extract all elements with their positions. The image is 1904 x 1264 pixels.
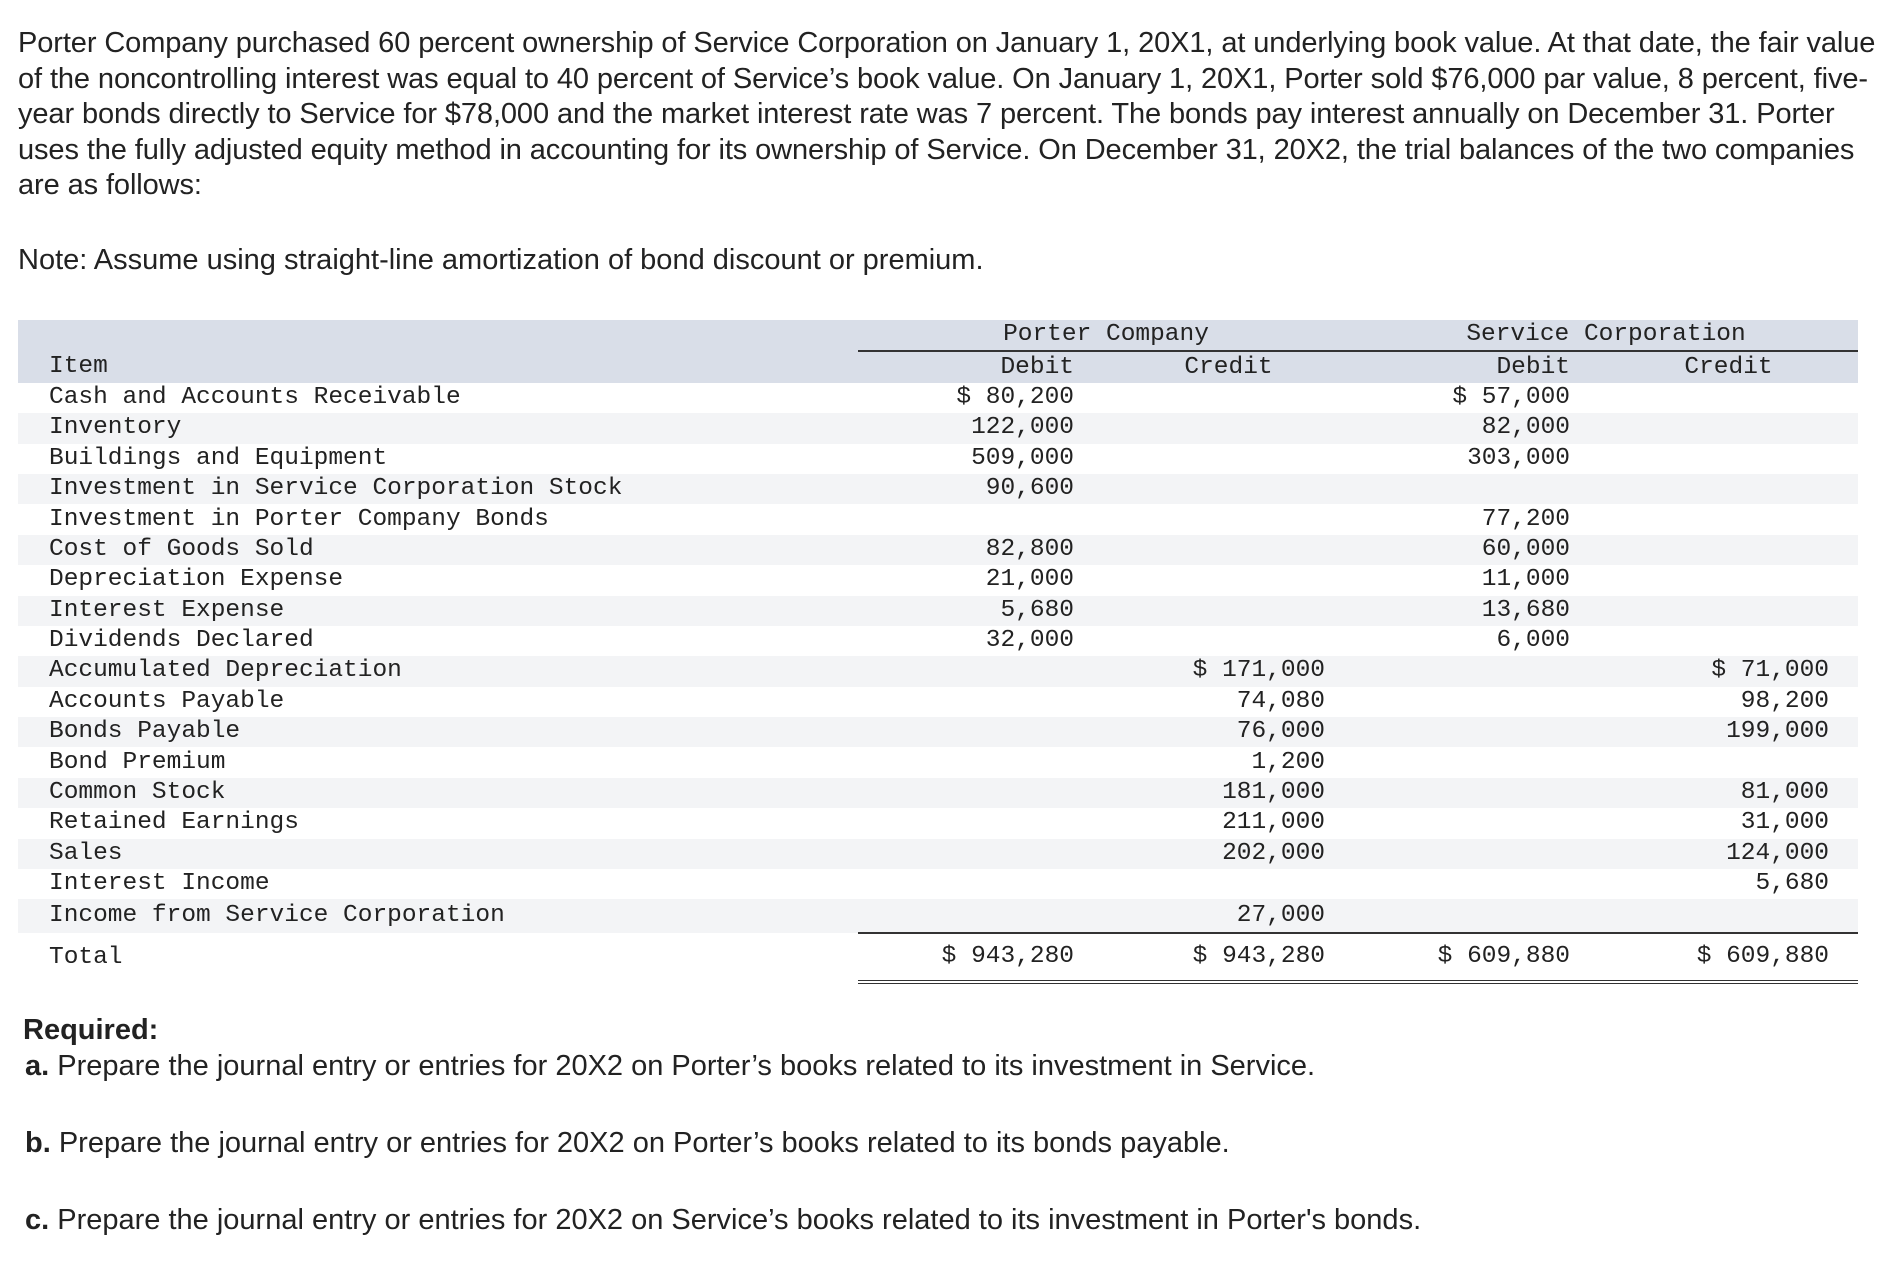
required-letter: b. (25, 1127, 51, 1159)
service-credit: 199,000 (1599, 717, 1858, 747)
service-debit (1354, 778, 1599, 808)
total-service-debit: $ 609,880 (1354, 933, 1599, 982)
row-item: Accounts Payable (49, 687, 285, 715)
service-debit (1354, 747, 1599, 777)
row-item: Dividends Declared (49, 627, 314, 655)
table-row (18, 747, 1858, 777)
service-credit: 31,000 (1740, 809, 1830, 837)
total-porter-credit: $ 943,280 (1103, 933, 1354, 982)
table-row (18, 687, 1858, 717)
table-row (18, 596, 1858, 626)
porter-credit: 74,080 (1236, 687, 1325, 715)
column-header-item: Item (18, 351, 858, 382)
service-debit: 303,000 (1467, 444, 1570, 472)
service-debit: $ 57,000 (1452, 383, 1570, 411)
row-item: Inventory (18, 413, 858, 443)
problem-statement: Porter Company purchased 60 percent ownership of Service Corporation on January 1, 20X1, at underlying book value. At that date, the fair value of the noncontrolling interest was equal to 40 percent of Service’s book value. On January 1, 20X1, Porter sold $76,000 par value, 8 percent, five-year bonds directly to Service for $78,000 and the market interest rate was 7 percent. The bonds pay interest annually on December 31. Porter uses the fully adjusted equity method in accounting for its ownership of Service. On December 31, 20X2, the trial balances of the two companies are as follows: (18, 27, 1876, 201)
row-item: Interest Expense (18, 596, 858, 626)
porter-debit: 32,000 (985, 627, 1074, 655)
porter-credit (1103, 413, 1354, 443)
porter-credit: 211,000 (1222, 809, 1325, 837)
required-section (25, 1012, 1865, 1238)
service-credit: 81,000 (1599, 778, 1858, 808)
service-debit (1354, 474, 1599, 504)
required-title: Required: (23, 1014, 159, 1046)
service-debit: 11,000 (1481, 566, 1570, 594)
required-letter: a. (25, 1050, 50, 1082)
service-credit (1599, 626, 1858, 656)
row-item: Bonds Payable (18, 717, 858, 747)
trial-balance-table (18, 320, 1858, 984)
service-credit: 124,000 (1599, 839, 1858, 869)
group-header-porter: Porter Company (858, 320, 1354, 351)
table-row (18, 778, 1858, 808)
service-debit: 77,200 (1481, 505, 1570, 533)
service-debit: 6,000 (1496, 627, 1570, 655)
porter-credit (1103, 504, 1354, 534)
row-item: Income from Service Corporation (18, 899, 858, 933)
porter-debit: 5,680 (858, 596, 1103, 626)
required-text: Prepare the journal entry or entries for 20X2 on Porter’s books related to its bonds payable. (50, 1127, 1230, 1159)
porter-credit (1103, 869, 1354, 899)
porter-credit: 202,000 (1103, 839, 1354, 869)
service-debit: 82,000 (1354, 413, 1599, 443)
porter-debit: 21,000 (985, 566, 1074, 594)
service-credit: 98,200 (1740, 687, 1830, 715)
row-item: Investment in Porter Company Bonds (49, 505, 549, 533)
required-item-c (25, 1202, 1865, 1238)
required-text: Prepare the journal entry or entries for 20X2 on Service’s books related to its investment in Porter's bonds. (49, 1204, 1422, 1236)
porter-credit: 27,000 (1103, 899, 1354, 933)
group-header-spacer (18, 320, 858, 351)
table-row (18, 474, 1858, 504)
service-debit (1354, 869, 1599, 899)
table-row (18, 717, 1858, 747)
porter-debit: 122,000 (858, 413, 1103, 443)
row-item: Depreciation Expense (49, 566, 344, 594)
required-text: Prepare the journal entry or entries for 20X2 on Porter’s books related to its investment in Service. (49, 1050, 1316, 1082)
total-row (18, 933, 1858, 982)
total-label: Total (49, 943, 123, 971)
service-debit (1354, 808, 1599, 838)
service-debit (1354, 839, 1599, 869)
porter-debit (858, 656, 1103, 686)
porter-debit (858, 687, 1103, 717)
service-credit (1599, 565, 1858, 595)
table-row (18, 535, 1858, 565)
table-row (18, 626, 1858, 656)
porter-debit: 90,600 (858, 474, 1103, 504)
row-item: Buildings and Equipment (49, 444, 388, 472)
service-credit: 5,680 (1755, 870, 1830, 898)
service-debit (1354, 687, 1599, 717)
required-letter: c. (25, 1204, 50, 1236)
row-item: Sales (18, 839, 858, 869)
porter-credit (1103, 474, 1354, 504)
assumption-note: Note: Assume using straight-line amortization of bond discount or premium. (18, 244, 984, 276)
porter-credit: $ 171,000 (1103, 656, 1354, 686)
row-item: Common Stock (18, 778, 858, 808)
group-header-service: Service Corporation (1354, 320, 1858, 351)
required-item-b (25, 1125, 1865, 1161)
porter-credit (1103, 383, 1354, 413)
porter-debit (858, 869, 1103, 899)
service-credit (1599, 535, 1858, 565)
table-row (18, 413, 1858, 443)
porter-credit (1103, 535, 1354, 565)
table-row (18, 869, 1858, 899)
porter-debit (858, 778, 1103, 808)
column-header-service-credit: Credit (1599, 351, 1858, 382)
porter-debit (858, 808, 1103, 838)
porter-credit: 1,200 (1251, 748, 1325, 776)
porter-debit: 509,000 (971, 444, 1074, 472)
table-row (18, 839, 1858, 869)
porter-credit: 181,000 (1103, 778, 1354, 808)
porter-debit (858, 747, 1103, 777)
service-credit (1599, 596, 1858, 626)
row-item: Interest Income (49, 870, 270, 898)
service-credit: $ 71,000 (1599, 656, 1858, 686)
row-item: Cash and Accounts Receivable (49, 383, 461, 411)
column-header-service-debit: Debit (1354, 351, 1599, 382)
service-debit: 60,000 (1354, 535, 1599, 565)
table-row (18, 383, 1858, 413)
service-credit (1599, 413, 1858, 443)
porter-debit (858, 899, 1103, 933)
table-row (18, 656, 1858, 686)
group-header-row (18, 320, 1858, 351)
porter-debit: $ 80,200 (956, 383, 1074, 411)
table-row (18, 444, 1858, 474)
column-header-porter-credit: Credit (1103, 351, 1354, 382)
porter-credit (1103, 596, 1354, 626)
service-credit (1599, 747, 1858, 777)
row-item: Retained Earnings (49, 809, 299, 837)
row-item: Accumulated Depreciation (18, 656, 858, 686)
total-service-credit: $ 609,880 (1599, 933, 1858, 982)
column-header-row (18, 351, 1858, 382)
column-header-porter-debit: Debit (858, 351, 1103, 382)
service-credit (1599, 444, 1858, 474)
total-porter-debit: $ 943,280 (858, 933, 1103, 982)
service-credit (1599, 383, 1858, 413)
porter-debit (858, 839, 1103, 869)
porter-debit (858, 504, 1103, 534)
porter-credit (1103, 565, 1354, 595)
table-row (18, 565, 1858, 595)
table-row (18, 899, 1858, 933)
service-debit: 13,680 (1354, 596, 1599, 626)
row-item: Investment in Service Corporation Stock (18, 474, 858, 504)
service-credit (1599, 474, 1858, 504)
porter-debit: 82,800 (858, 535, 1103, 565)
table-row (18, 808, 1858, 838)
service-credit (1599, 504, 1858, 534)
row-item: Bond Premium (49, 748, 226, 776)
service-debit (1354, 899, 1599, 933)
row-item: Cost of Goods Sold (18, 535, 858, 565)
service-debit (1354, 656, 1599, 686)
table-row (18, 504, 1858, 534)
required-item-a (25, 1048, 1865, 1084)
porter-debit (858, 717, 1103, 747)
porter-credit (1103, 626, 1354, 656)
porter-credit: 76,000 (1103, 717, 1354, 747)
service-credit (1599, 899, 1858, 933)
porter-credit (1103, 444, 1354, 474)
service-debit (1354, 717, 1599, 747)
